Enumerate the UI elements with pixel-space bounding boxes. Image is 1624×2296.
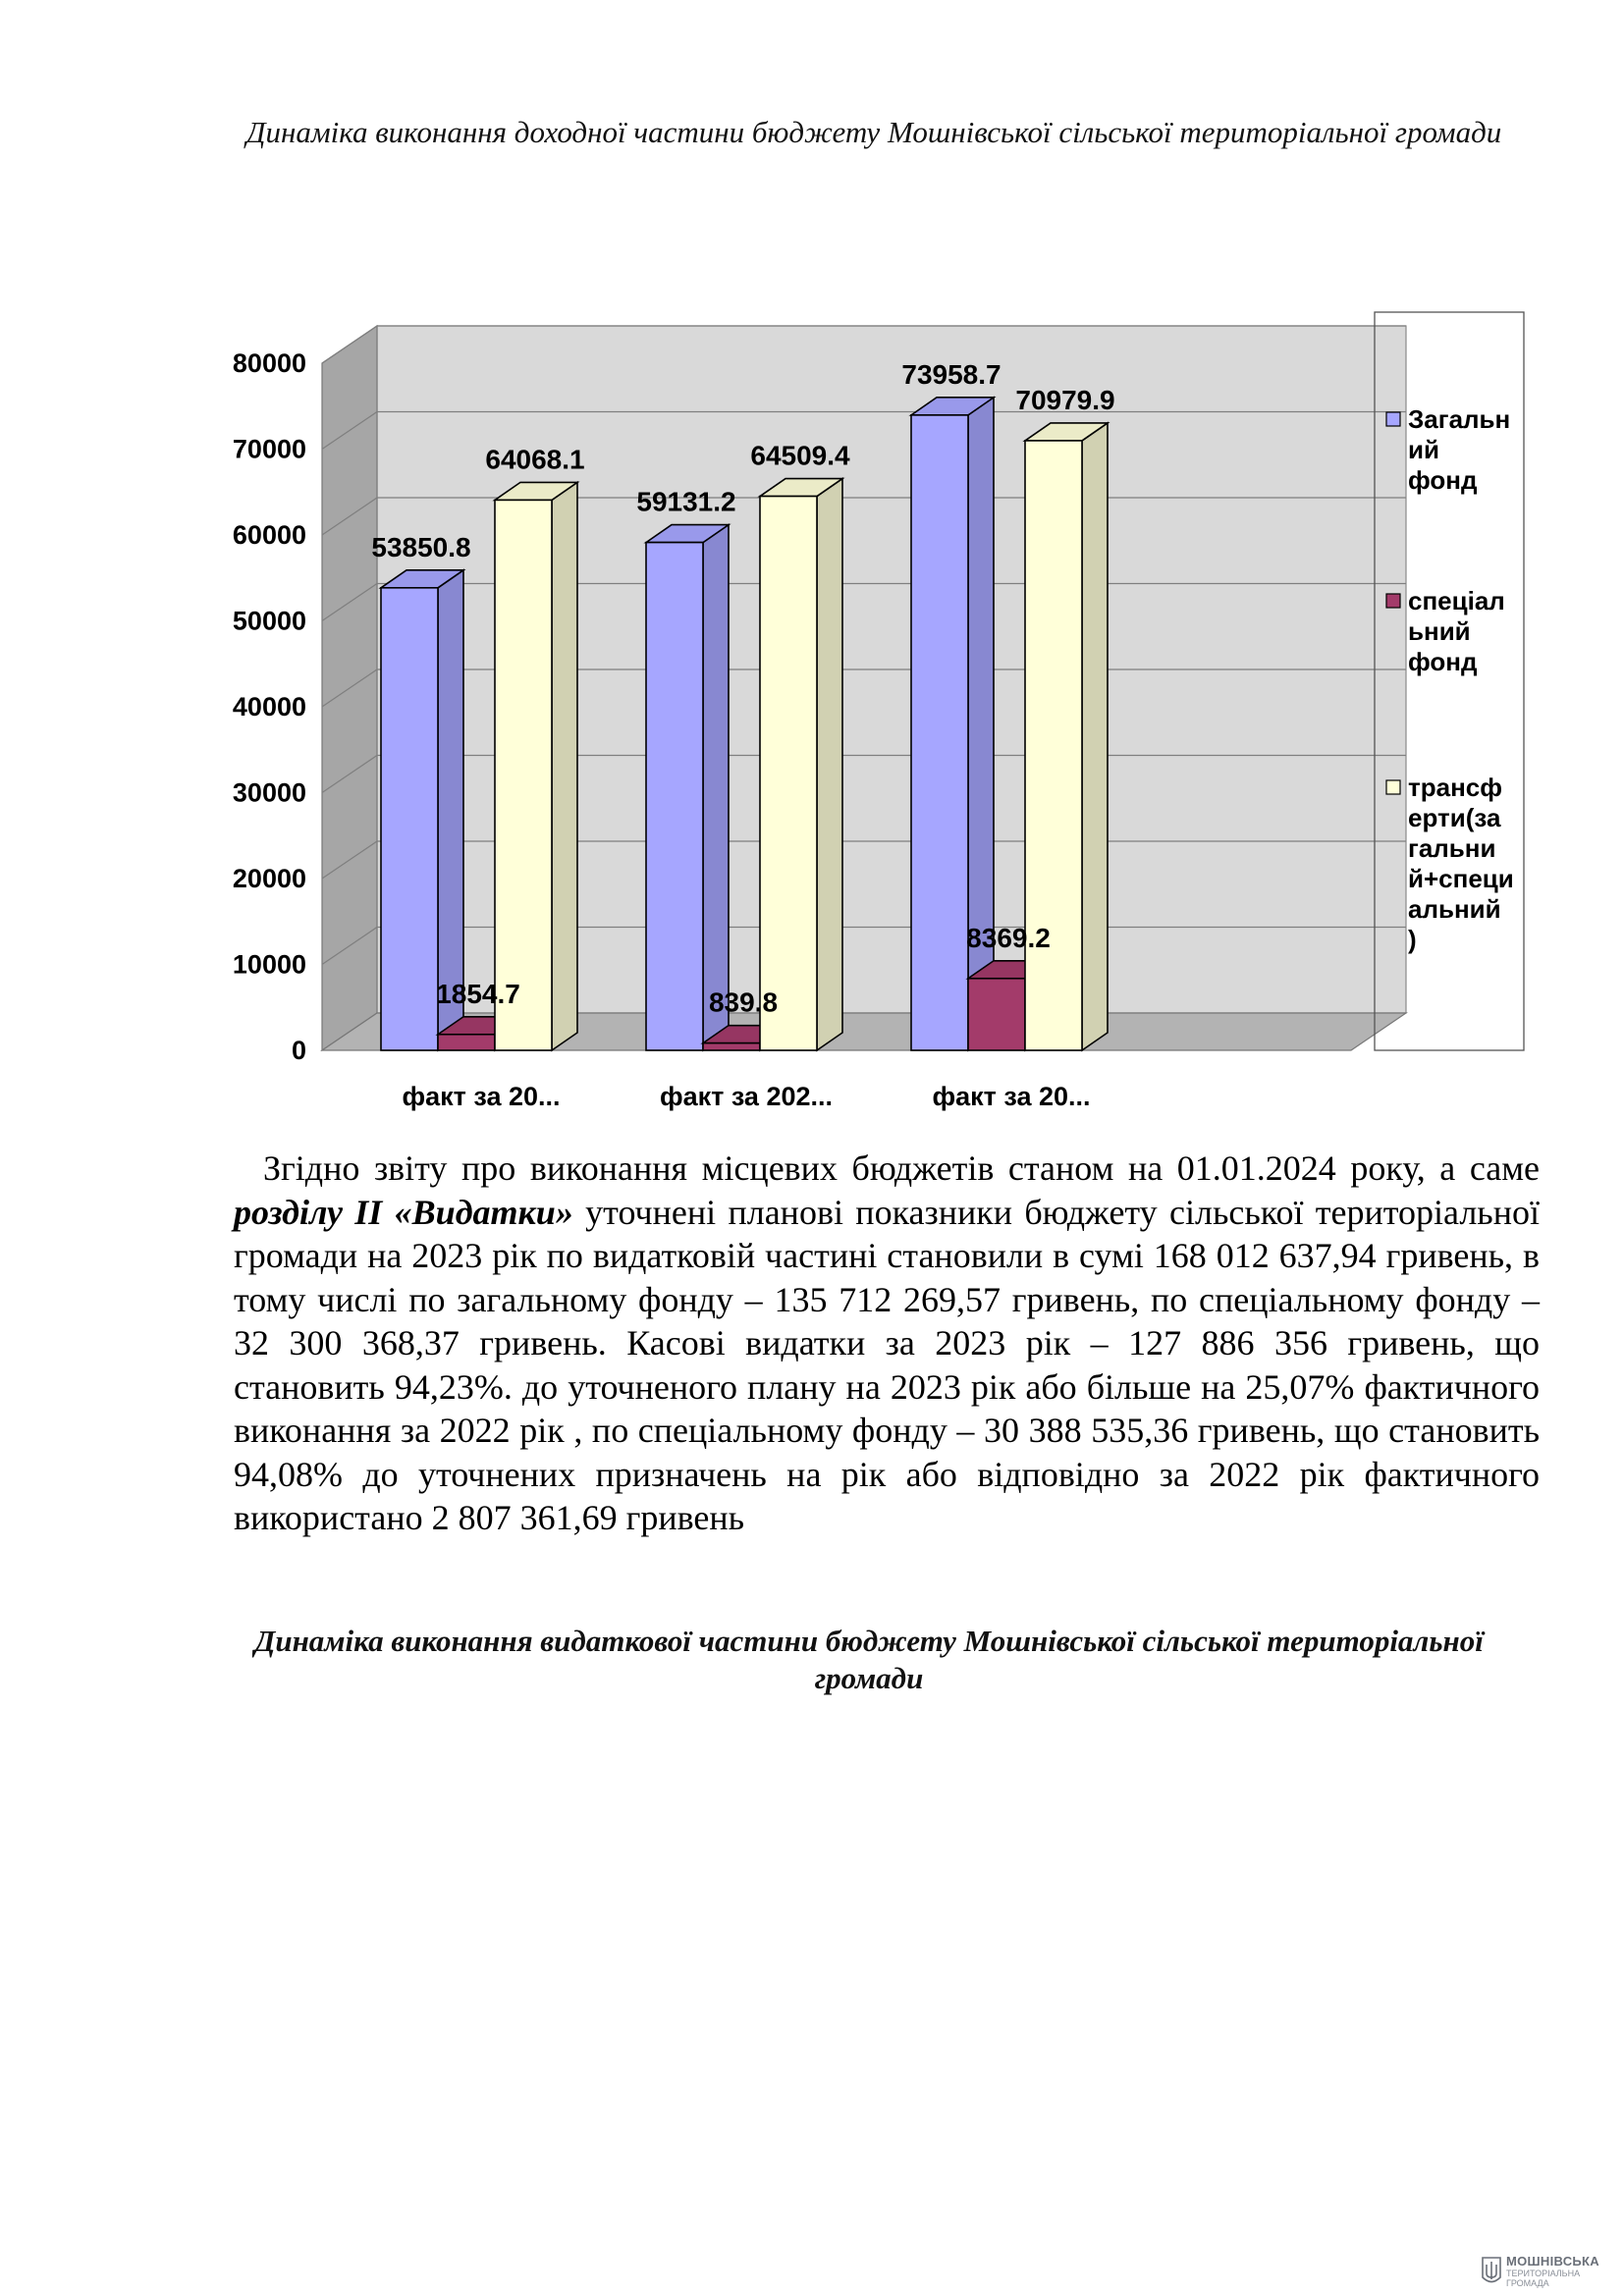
bar-front-face bbox=[760, 497, 817, 1050]
bar-front-face bbox=[703, 1043, 760, 1050]
bar bbox=[495, 482, 577, 1050]
community-logo bbox=[1481, 2254, 1618, 2293]
bar bbox=[760, 479, 842, 1050]
paragraph-part1: Згідно звіту про виконання місцевих бюджетів станом на 01.01.2024 року, а саме bbox=[263, 1148, 1540, 1188]
x-tick-label: факт за 20... bbox=[932, 1082, 1091, 1111]
legend-label: трансф bbox=[1408, 773, 1502, 802]
legend-label: ) bbox=[1408, 925, 1417, 954]
bar-front-face bbox=[1025, 441, 1082, 1050]
data-label: 53850.8 bbox=[371, 531, 471, 562]
data-label: 59131.2 bbox=[636, 486, 736, 517]
logo-text-line1: МОШНІВСЬКА bbox=[1506, 2254, 1599, 2269]
data-label: 64509.4 bbox=[750, 440, 850, 471]
data-label: 70979.9 bbox=[1015, 384, 1115, 415]
bar-front-face bbox=[911, 415, 968, 1050]
logo-text-line3: ГРОМАДА bbox=[1506, 2278, 1549, 2288]
y-tick-label: 20000 bbox=[232, 864, 306, 893]
y-tick-label: 60000 bbox=[232, 520, 306, 550]
x-tick-label: факт за 20... bbox=[402, 1082, 561, 1111]
legend-label: фонд bbox=[1408, 647, 1478, 676]
data-label: 64068.1 bbox=[485, 444, 585, 475]
y-axis-tick-labels bbox=[233, 348, 306, 1065]
data-label: 1854.7 bbox=[436, 978, 520, 1009]
x-tick-label: факт за 202... bbox=[659, 1082, 834, 1111]
legend-label: фонд bbox=[1408, 465, 1478, 495]
chart-walls bbox=[322, 326, 1406, 1050]
trident-icon bbox=[1481, 2256, 1502, 2287]
bar bbox=[646, 525, 729, 1050]
bar-side-face bbox=[703, 525, 729, 1050]
bar-front-face bbox=[495, 500, 552, 1050]
bar-front-face bbox=[968, 979, 1025, 1050]
legend-swatch bbox=[1386, 412, 1400, 426]
legend-label: ерти(за bbox=[1408, 803, 1501, 832]
income-chart-caption: Динаміка виконання доходної частини бюджету Мошнівської сільської територіальної громади bbox=[245, 115, 1502, 149]
paragraph-emphasis: розділу ІІ «Видатки» bbox=[234, 1192, 573, 1232]
legend-swatch bbox=[1386, 780, 1400, 794]
legend-label: ьний bbox=[1408, 616, 1471, 646]
legend-label: й+специ bbox=[1408, 864, 1514, 893]
bar-front-face bbox=[646, 543, 703, 1050]
legend-swatch bbox=[1386, 594, 1400, 608]
y-tick-label: 30000 bbox=[232, 777, 306, 808]
data-label: 839.8 bbox=[708, 987, 779, 1018]
y-tick-label: 80000 bbox=[232, 348, 306, 378]
legend-label: Загальн bbox=[1408, 404, 1511, 434]
legend-label: спеціал bbox=[1408, 586, 1505, 615]
legend-label: гальни bbox=[1408, 833, 1496, 863]
bar-side-face bbox=[1082, 423, 1108, 1050]
bar bbox=[1025, 423, 1108, 1050]
y-tick-label: 40000 bbox=[232, 692, 306, 721]
legend-label: альний bbox=[1408, 894, 1501, 924]
income-bar-chart-svg bbox=[0, 0, 1624, 1139]
legend-label: ий bbox=[1408, 435, 1439, 464]
y-tick-label: 10000 bbox=[232, 949, 306, 980]
expense-chart-caption: Динаміка виконання видаткової частини бюджету Мошнівської сільської територіальної громади bbox=[254, 1624, 1484, 1695]
x-axis-tick-labels bbox=[403, 1082, 1091, 1111]
y-tick-label: 50000 bbox=[232, 606, 306, 636]
paragraph-part2: уточнені планові показники бюджету сільської територіальної громади на 2023 рік по видатковій частині становили в сумі 168 012 637,94 гривень, в тому числі по загальному фонду – 135 712 269,57 гривень, по спеціальному фонду – 32 300 368,37 гривень. Касові видатки за 2023 рік – 127 886 356 гривень, що становить 94,23%. до уточненого плану на 2023 рік або більше на 25,07% фактичного виконання за 2022 рік , по спеціальному фонду – 30 388 535,36 гривень, що становить 94,08% до уточнених призначень на рік або відповідно за 2022 рік фактичного використано 2 807 361,69 гривень bbox=[234, 1192, 1540, 1537]
logo-text-line2: ТЕРИТОРІАЛЬНА bbox=[1506, 2269, 1581, 2278]
bar-side-face bbox=[817, 479, 842, 1050]
income-chart bbox=[0, 0, 1624, 1139]
y-tick-label: 70000 bbox=[232, 434, 306, 464]
data-label: 8369.2 bbox=[966, 922, 1051, 953]
expenses-paragraph bbox=[234, 1147, 1540, 1540]
bar-side-face bbox=[552, 482, 577, 1050]
bar-front-face bbox=[438, 1035, 495, 1050]
data-label: 73958.7 bbox=[901, 358, 1001, 390]
bar-front-face bbox=[381, 588, 438, 1050]
y-tick-label: 0 bbox=[291, 1036, 306, 1065]
